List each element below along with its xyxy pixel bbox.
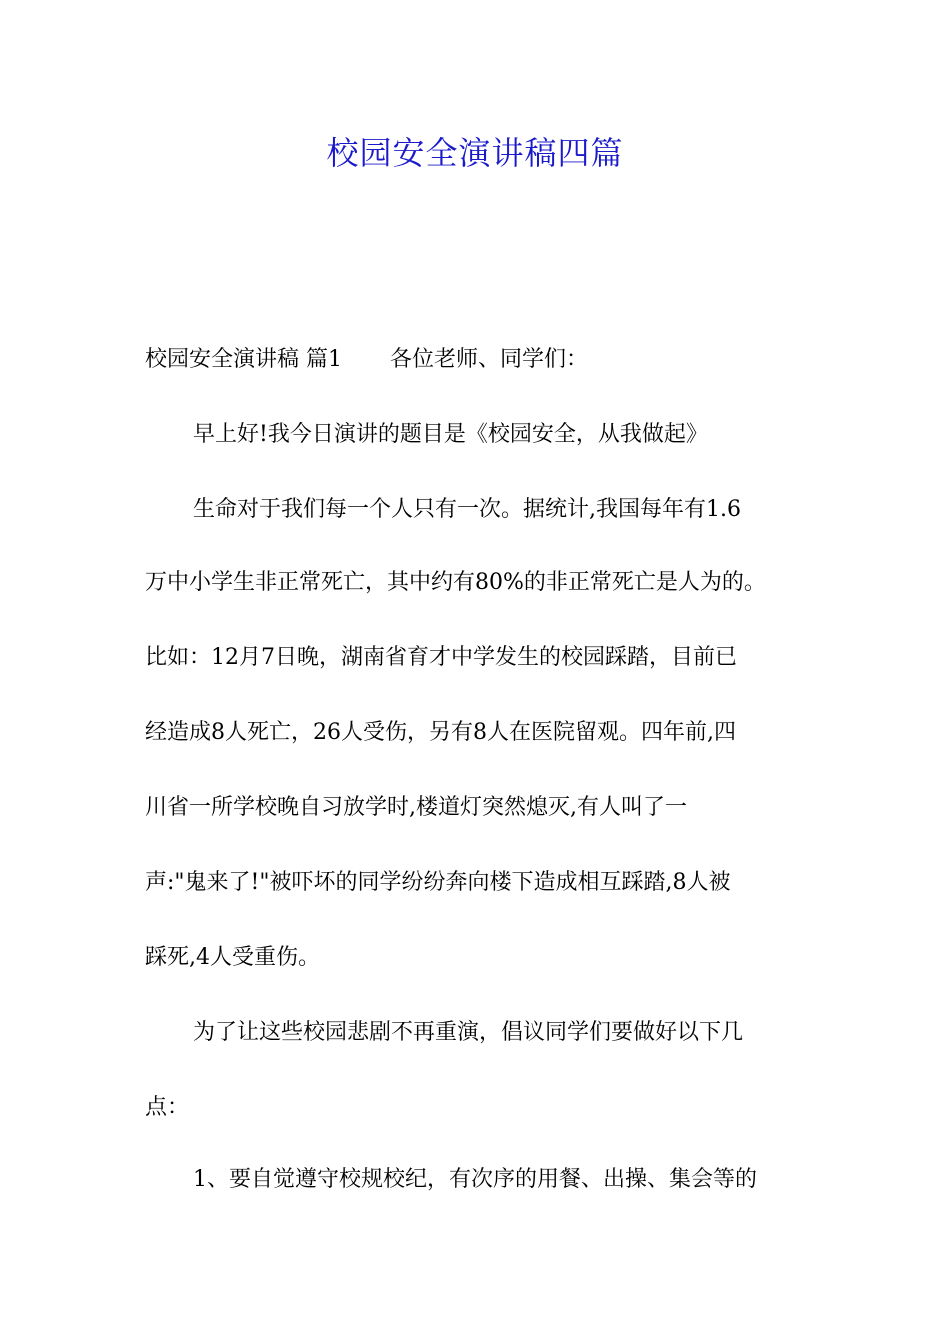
list-item-line: 1、要自觉遵守校规校纪，有次序的用餐、出操、集会等的 [193, 1167, 757, 1192]
paragraph-line: 声:"鬼来了!"被吓坏的同学纷纷奔向楼下造成相互踩踏,8人被 [145, 870, 731, 895]
paragraph-line: 点： [145, 1095, 190, 1120]
paragraph-greeting: 早上好!我今日演讲的题目是《校园安全，从我做起》 [193, 422, 708, 447]
heading-line [145, 345, 835, 375]
document-title: 校园安全演讲稿四篇 [326, 134, 624, 172]
paragraph-line: 万中小学生非正常死亡，其中约有80%的非正常死亡是人为的。 [145, 570, 766, 595]
paragraph-line: 为了让这些校园悲剧不再重演，倡议同学们要做好以下几 [193, 1020, 744, 1045]
paragraph-line: 踩死,4人受重伤。 [145, 945, 320, 970]
salutation: 各位老师、同学们： [390, 347, 589, 372]
paragraph-line: 经造成8人死亡，26人受伤，另有8人在医院留观。四年前,四 [145, 720, 736, 745]
section-heading: 校园安全演讲稿 篇1 [145, 347, 342, 372]
paragraph-line: 比如：12月7日晚，湖南省育才中学发生的校园踩踏，目前已 [145, 645, 737, 670]
paragraph-line: 川省一所学校晚自习放学时,楼道灯突然熄灭,有人叫了一 [145, 795, 687, 820]
paragraph-line: 生命对于我们每一个人只有一次。据统计,我国每年有1.6 [193, 497, 741, 522]
